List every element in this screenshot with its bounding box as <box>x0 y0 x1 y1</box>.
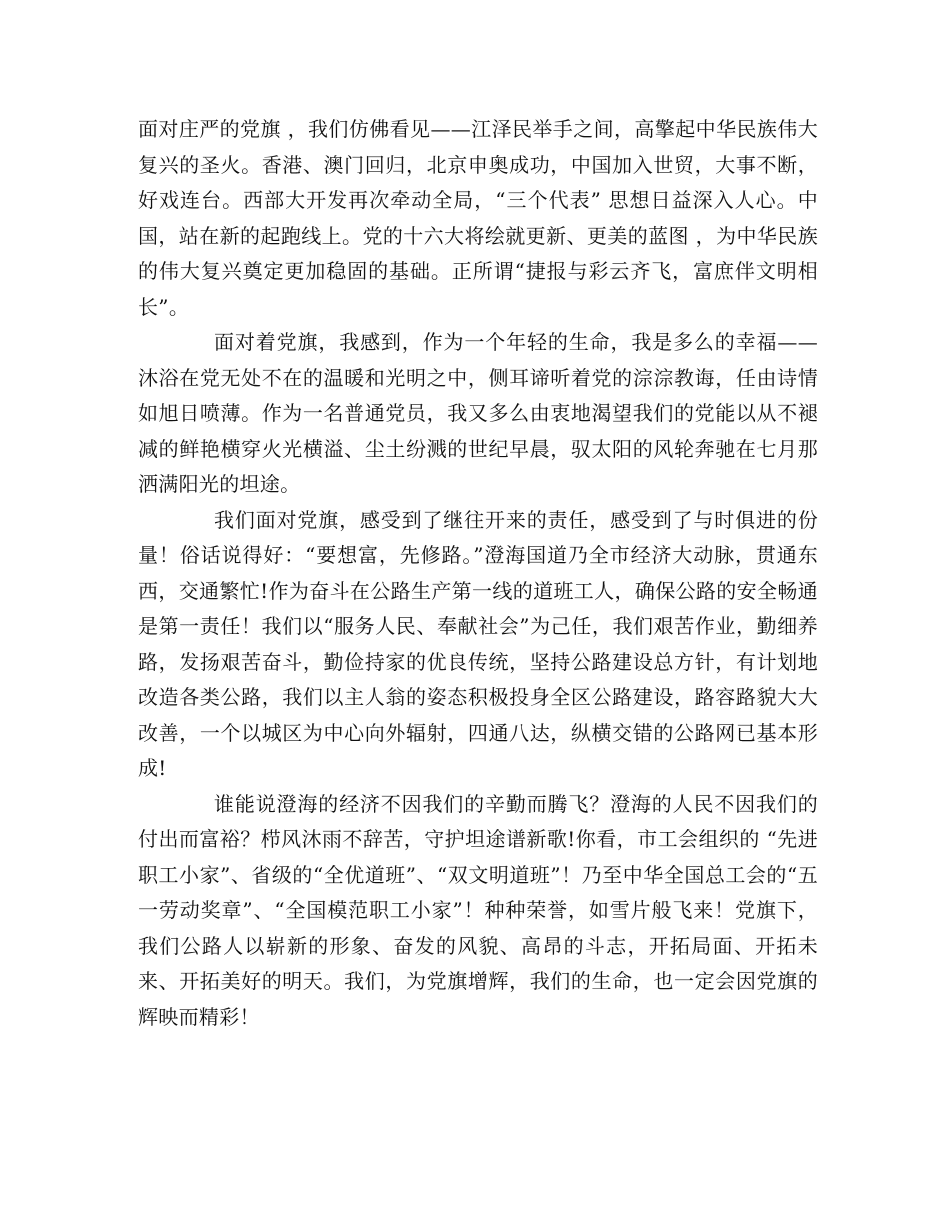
paragraph-4: 谁能说澄海的经济不因我们的辛勤而腾飞？澄海的人民不因我们的付出而富裕？栉风沐雨不辞苦，守护坦途谱新歌!你看，市工会组织的 “先进职工小家”、省级的“全优道班”、“双文明道班”！乃至中华全国总工会的“五一劳动奖章”、“全国模范职工小家”！种种荣誉，如雪片般飞来！党旗下，我们公路人以崭新的形象、奋发的风貌、高昂的斗志，开拓局面、开拓未来、开拓美好的明天。我们，为党旗增辉，我们的生命，也一定会因党旗的辉映而精彩！ <box>138 791 818 1029</box>
paragraph-2: 面对着党旗，我感到，作为一个年轻的生命，我是多么的幸福——沐浴在党无处不在的温暖和光明之中，侧耳谛听着党的淙淙教诲，任由诗情如旭日喷薄。作为一名普通党员，我又多么由衷地渴望我们的党能以从不褪减的鲜艳横穿火光横溢、尘土纷溅的世纪早晨，驭太阳的风轮奔驰在七月那洒满阳光的坦途。 <box>138 330 818 496</box>
paragraph-3: 我们面对党旗，感受到了继往开来的责任，感受到了与时俱进的份量！俗话说得好：“要想富，先修路。”澄海国道乃全市经济大动脉，贯通东西，交通繁忙!作为奋斗在公路生产第一线的道班工人，确保公路的安全畅通是第一责任！我们以“服务人民、奉献社会”为己任，我们艰苦作业，勤细养路，发扬艰苦奋斗，勤俭持家的优良传统，坚持公路建设总方针，有计划地改造各类公路，我们以主人翁的姿态积极投身全区公路建设，路容路貌大大改善，一个以城区为中心向外辐射，四通八达，纵横交错的公路网已基本形成! <box>138 507 818 780</box>
document-body <box>138 112 818 1035</box>
paragraph-1: 面对庄严的党旗 ，我们仿佛看见——江泽民举手之间，高擎起中华民族伟大复兴的圣火。香港、澳门回归，北京申奥成功，中国加入世贸，大事不断，好戏连台。西部大开发再次牵动全局，“三个代表” 思想日益深入人心。中国，站在新的起跑线上。党的十六大将绘就更新、更美的蓝图 ，为中华民族的伟大复兴奠定更加稳固的基础。正所谓“捷报与彩云齐飞，富庶伴文明相长”。 <box>138 117 818 319</box>
